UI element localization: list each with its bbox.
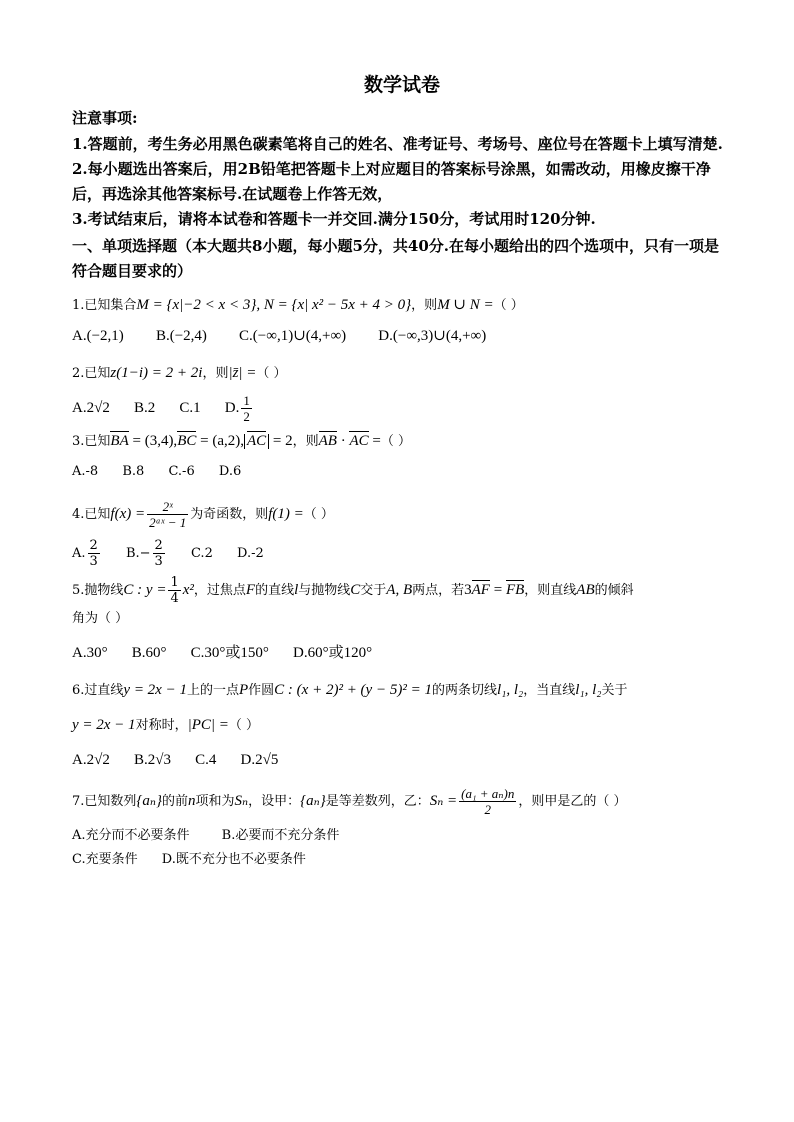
q2-option-d: [225, 393, 254, 424]
q6-option-d: D.2√5: [240, 752, 279, 768]
q7-options-row-2: [72, 849, 732, 871]
q1-paren: （ ）: [493, 298, 524, 313]
q6-paren: （ ）: [228, 718, 260, 733]
q5-text-7: 的倾斜: [594, 583, 634, 598]
q1-prefix: 1.已知集合: [72, 298, 137, 313]
q4-paren: （ ）: [303, 507, 334, 522]
q1-set-m: M = {x|−2 < x < 3}: [136, 297, 257, 313]
page-title: 数学试卷: [363, 74, 440, 96]
q7-fraction: [459, 786, 516, 817]
q3-option-d: D.6: [218, 464, 242, 479]
q6-tangents: l₁, l₂: [496, 682, 524, 698]
q1-option-a: A.(−2,1): [72, 328, 124, 344]
q4-option-b: [126, 538, 167, 569]
q5-vector-fb: FB: [506, 579, 524, 601]
q4-options: [72, 538, 732, 569]
q5-option-a: A.30°: [72, 645, 108, 661]
q5-option-d: D.60°或120°: [293, 645, 373, 661]
q6-pc: |PC| =: [187, 717, 229, 733]
q6-tangents-2: l₁, l₂: [575, 682, 602, 698]
q4-option-a: [72, 538, 102, 569]
q4-option-d: D.-2: [236, 546, 264, 561]
notice-item-3: 3.考试结束后，请将本试卷和答题卡一并交回.满分150分，考试用时120分钟.: [72, 210, 596, 228]
q2-option-d-fraction: [241, 393, 252, 424]
q3-bc-value: = (a,2),: [196, 433, 244, 449]
q5-num: 1: [170, 575, 179, 590]
q7-prefix: 7.已知数列: [72, 794, 137, 809]
q5-text-4: 交于: [360, 583, 387, 598]
q5-den: 4: [170, 591, 179, 606]
q6-text-2: 作圆: [248, 683, 275, 698]
q5-prefix: 5.抛物线: [72, 583, 124, 598]
q3-prefix: 3.已知: [72, 434, 111, 449]
q5-curve: C : y =: [123, 582, 167, 598]
q4-a-den: 3: [89, 554, 98, 569]
q2-tail: ，则: [202, 366, 229, 381]
question-6: [72, 679, 732, 702]
q5-option-c: C.30°或150°: [190, 645, 269, 661]
q1-options: [72, 325, 732, 348]
q6-line: y = 2x − 1: [123, 682, 187, 698]
q5-line-l: l: [294, 582, 299, 598]
question-1: [72, 294, 732, 317]
q2-option-d-label: D.: [224, 399, 240, 416]
q4-option-a-label: A.: [72, 546, 86, 561]
q6-options: [72, 749, 732, 772]
q4-mid: 为奇函数，则: [190, 507, 269, 522]
q5-curve-c: C: [350, 582, 361, 598]
q5-curve-tail: x²: [182, 582, 194, 598]
q6-text-3: 的两条切线: [431, 683, 497, 698]
q6-text-5: 关于: [601, 683, 628, 698]
q4-num: 2ˣ: [147, 499, 188, 515]
q4-b-num: 2: [154, 538, 163, 553]
q7-text-1: 的前: [161, 794, 188, 809]
q7-sn-2: Sₙ =: [429, 793, 458, 809]
q7-text-2: 项和为: [195, 794, 235, 809]
q6-circle: C : (x + 2)² + (y − 5)² = 1: [274, 682, 432, 698]
q2-prefix: 2.已知: [72, 366, 111, 381]
q3-dot: ·: [336, 433, 350, 449]
section-heading: 一、单项选择题（本大题共8小题，每小题5分，共40分.在每小题给出的四个选项中，只有一项是符合题目要求的）: [72, 237, 719, 280]
question-7: [72, 786, 732, 817]
q7-options-row-1: [72, 825, 732, 847]
q2-ask: |z̄| =: [228, 365, 257, 381]
q6-point-p: P: [238, 682, 249, 698]
q7-den: 2: [484, 802, 492, 817]
q3-option-b: B.8: [122, 464, 145, 479]
q4-b-den: 3: [154, 554, 163, 569]
q5-text-2: 的直线: [255, 583, 295, 598]
q5-line-ab: AB: [576, 582, 595, 598]
q5-fraction: [168, 575, 180, 606]
q5-text-3: 与抛物线: [298, 583, 351, 598]
q5-line-2: 角为（ ）: [72, 611, 129, 626]
question-5: [72, 575, 732, 606]
q3-vector-ba: BA: [110, 430, 128, 452]
q5-focus: F: [245, 582, 256, 598]
notice-item-1: 1.答题前，考生务必用黑色碳素笔将自己的姓名、准考证号、考场号、座位号在答题卡上填写清楚.: [72, 135, 723, 153]
q7-n: n: [188, 793, 196, 809]
q4-option-c: C.2: [190, 546, 213, 561]
q7-sn: Sₙ: [234, 793, 249, 809]
question-2: [72, 362, 732, 385]
q3-ac-value: = 2: [269, 433, 293, 449]
exam-page: [72, 70, 732, 871]
q7-option-b: B.必要而不充分条件: [221, 828, 340, 843]
q2-paren: （ ）: [256, 366, 287, 381]
q6-text-4: ，当直线: [523, 683, 576, 698]
q5-points: A, B: [386, 582, 413, 598]
q3-option-a: A.-8: [72, 464, 99, 479]
q1-expr: M ∪ N =: [437, 297, 494, 313]
question-4: [72, 499, 732, 530]
q4-option-b-label: B.−: [125, 546, 151, 561]
q3-ba-value: = (3,4),: [128, 433, 178, 449]
q5-equals: =: [489, 582, 506, 598]
q5-vector-af: AF: [472, 579, 490, 601]
q7-sequence-2: {aₙ}: [300, 793, 326, 809]
q6-text-6: 对称时，: [135, 718, 188, 733]
q6-text-1: 上的一点: [186, 683, 239, 698]
q2-d-num: 1: [243, 393, 250, 408]
q3-option-c: C.-6: [168, 464, 195, 479]
q3-vector-ac-2: AC: [349, 430, 368, 452]
q7-option-a: A.充分而不必要条件: [72, 828, 190, 843]
q1-set-n: , N = {x| x² − 5x + 4 > 0}: [256, 297, 412, 313]
q2-option-c: C.1: [179, 399, 201, 416]
q7-text-3: ，设甲：: [248, 794, 301, 809]
q3-options: [72, 461, 732, 483]
q7-option-c: C.充要条件: [72, 852, 138, 867]
q2-option-a: A.2√2: [72, 399, 110, 416]
q4-option-a-fraction: [88, 538, 100, 569]
q2-option-b: B.2: [133, 399, 156, 416]
q1-option-c: C.(−∞,1)∪(4,+∞): [239, 328, 347, 344]
q7-sequence: {aₙ}: [136, 793, 162, 809]
q3-vector-bc: BC: [177, 430, 196, 452]
q4-fx: f(x) =: [110, 506, 146, 522]
q1-option-d: D.(−∞,3)∪(4,+∞): [378, 328, 487, 344]
q2-options: [72, 393, 732, 424]
q6-line-2: [72, 714, 732, 737]
q4-den: 2ᵃˣ − 1: [149, 515, 187, 530]
q3-vector-ac: AC: [247, 430, 266, 452]
q1-option-b: B.(−2,4): [155, 328, 207, 344]
q5-coef: 3: [464, 582, 472, 598]
q6-option-c: C.4: [195, 752, 217, 768]
q2-expr: z(1−i) = 2 + 2i: [110, 365, 203, 381]
q5-option-b: B.60°: [131, 645, 167, 661]
q3-equals: =: [368, 433, 381, 449]
q2-d-den: 2: [243, 409, 250, 424]
q7-text-5: ，则甲是乙的（ ）: [518, 794, 627, 809]
question-3: [72, 430, 732, 453]
notice-heading: 注意事项:: [72, 109, 138, 127]
q1-tail: ，则: [411, 298, 438, 313]
q3-vector-ab: AB: [319, 430, 337, 452]
q7-option-d: D.既不充分也不必要条件: [161, 852, 306, 867]
q6-prefix: 6.过直线: [72, 683, 124, 698]
q7-text-4: 是等差数列，乙：: [325, 794, 430, 809]
q4-f1: f(1) =: [268, 506, 304, 522]
q3-tail: ，则: [292, 434, 319, 449]
q6-option-a: A.2√2: [72, 752, 110, 768]
q7-num: (a₁ + aₙ)n: [461, 786, 515, 801]
q5-text-1: ，过焦点: [193, 583, 246, 598]
notice-item-2: 2.每小题选出答案后，用2B铅笔把答题卡上对应题目的答案标号涂黑，如需改动，用橡皮擦干净后，再选涂其他答案标号.在试题卷上作答无效，: [72, 160, 711, 203]
q5-options: [72, 642, 732, 665]
q5-text-6: ，则直线: [524, 583, 577, 598]
q4-prefix: 4.已知: [72, 507, 111, 522]
q3-paren: （ ）: [380, 434, 411, 449]
q6-option-b: B.2√3: [133, 752, 171, 768]
q4-option-b-fraction: [153, 538, 165, 569]
q5-text-5: 两点，若: [412, 583, 465, 598]
q6-line-b: y = 2x − 1: [72, 717, 136, 733]
q4-a-num: 2: [89, 538, 98, 553]
q4-fraction: [147, 499, 188, 530]
